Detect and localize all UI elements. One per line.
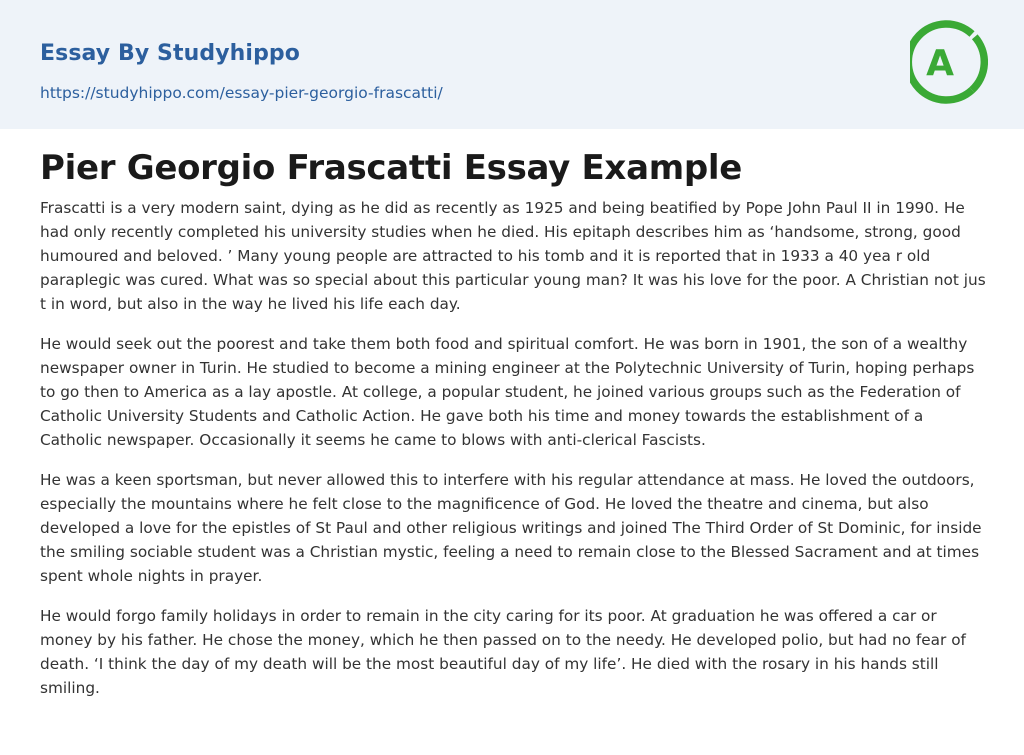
- article-paragraph: He would seek out the poorest and take them both food and spiritual comfort. He was born in 1901, the son of a wealthy newspaper owner in Turin. He studied to become a mining engineer at the Polytechnic University of Turin, hoping perhaps to go then to America as a lay apostle. At college, a popular student, he joined various groups such as the Federation of Catholic University Students and Catholic Action. He gave both his time and money towards the establishment of a Catholic newspaper. Occasionally it seems he came to blows with anti-clerical Fascists.: [40, 335, 975, 449]
- page-title: Pier Georgio Frascatti Essay Example: [40, 148, 742, 188]
- studyhippo-logo-icon[interactable]: [910, 18, 988, 106]
- article-paragraph: He was a keen sportsman, but never allowed this to interfere with his regular attendance at mass. He loved the outdoors, especially the mountains where he felt close to the magnificence of God. He loved the theatre and cinema, but also developed a love for the epistles of St Paul and other religious writings and joined The Third Order of St Dominic, for inside the smiling sociable student was a Christian mystic, feeling a need to remain close to the Blessed Sacrament and at times spent whole nights in prayer.: [40, 471, 982, 585]
- article-content: [40, 146, 986, 716]
- site-header: [0, 0, 1024, 129]
- page-url-link[interactable]: https://studyhippo.com/essay-pier-georgio-frascatti/: [40, 84, 443, 102]
- brand-link[interactable]: Essay By Studyhippo: [40, 41, 300, 66]
- article-paragraph: He would forgo family holidays in order to remain in the city caring for its poor. At graduation he was offered a car or money by his father. He chose the money, which he then passed on to the needy. He developed polio, but had no fear of death. ‘I think the day of my death will be the most beautiful day of my life’. He died with the rosary in his hands still smiling.: [40, 607, 966, 697]
- article-paragraph: Frascatti is a very modern saint, dying as he did as recently as 1925 and being beatified by Pope John Paul II in 1990. He had only recently completed his university studies when he died. His epitaph describes him as ‘handsome, strong, good humoured and beloved. ’ Many young people are attracted to his tomb and it is reported that in 1933 a 40 yea r old paraplegic was cured. What was so special about this particular young man? It was his love for the poor. A Christian not jus t in word, but also in the way he lived his life each day.: [40, 199, 986, 313]
- logo-letter: A: [926, 43, 954, 84]
